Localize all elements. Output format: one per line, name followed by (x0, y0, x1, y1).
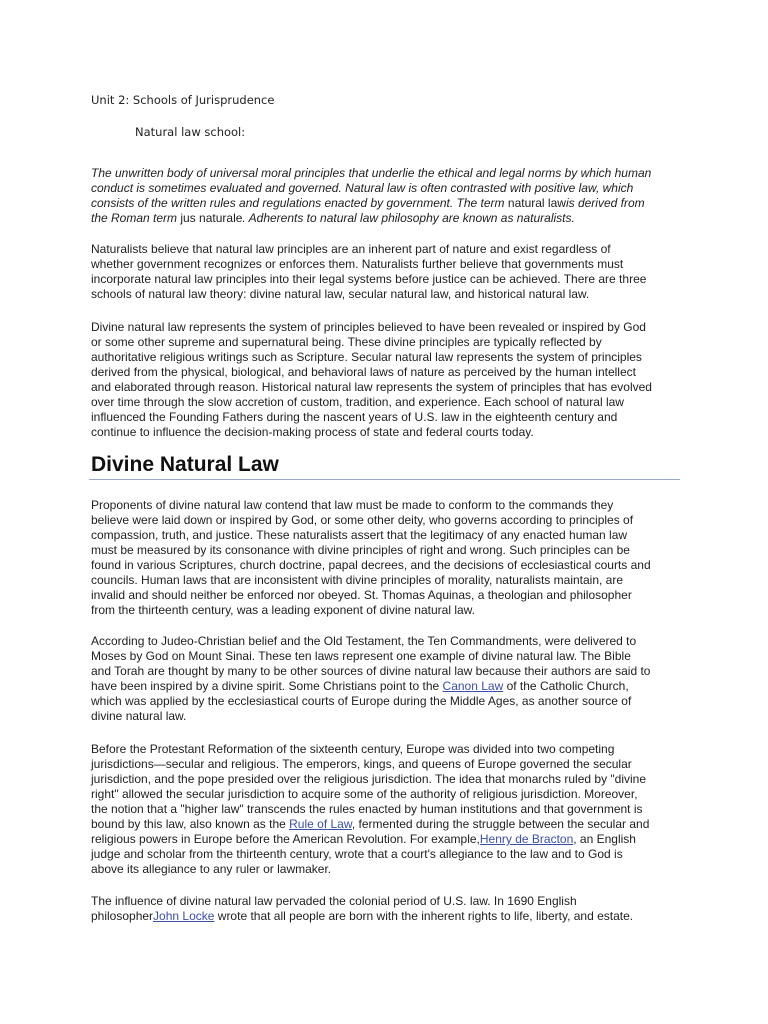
intro-line: consists of the written rules and regulations enacted by government. The term natural lawis derived from (91, 196, 645, 210)
naturalists-paragraph (91, 242, 691, 302)
rule-of-law-link[interactable]: Rule of Law (289, 817, 352, 831)
paragraph-line: authoritative religious writings such as Scripture. Secular natural law represents the system of principles (91, 350, 642, 364)
paragraph-line: jurisdiction, and the pope presided over the religious jurisdiction. The idea that monarchs ruled by "divine (91, 772, 647, 786)
paragraph-line: and Torah are thought by many to be other sources of divine natural law because their authors are said to (91, 664, 651, 678)
paragraph-line: judge and scholar from the thirteenth century, wrote that a court's allegiance to the law and to God is (91, 847, 623, 861)
paragraph-line: or some other supreme and supernatural being. These divine principles are typically reflected by (91, 335, 602, 349)
paragraph-line: The influence of divine natural law pervaded the colonial period of U.S. law. In 1690 English (91, 894, 577, 908)
paragraph-line: Before the Protestant Reformation of the sixteenth century, Europe was divided into two competing (91, 742, 615, 756)
paragraph-line: influenced the Founding Fathers during the nascent years of U.S. law in the eighteenth century and (91, 410, 618, 424)
paragraph-line: philosopherJohn Locke wrote that all people are born with the inherent rights to life, liberty, and estate. (91, 909, 634, 923)
paragraph-line: which was applied by the ecclesiastical courts of Europe during the Middle Ages, as another source of (91, 694, 632, 708)
reformation-paragraph (91, 742, 691, 877)
paragraph-line: bound by this law, also known as the Rule of Law, fermented during the struggle between the secular and (91, 817, 650, 831)
paragraph-line: continue to influence the decision-making process of state and federal courts today. (91, 425, 534, 439)
paragraph-line: and elaborated through reason. Historical natural law represents the system of principles that has evolved (91, 380, 652, 394)
paragraph-line: whether government recognizes or enforces them. Naturalists further believe that governments must (91, 257, 624, 271)
paragraph-line: have been inspired by a divine spirit. Some Christians point to the Canon Law of the Catholic Church, (91, 679, 629, 693)
schools-paragraph (91, 320, 691, 440)
intro-line: the Roman term jus naturale. Adherents to natural law philosophy are known as naturalists. (91, 211, 575, 225)
commandments-paragraph (91, 634, 691, 724)
paragraph-line: over time through the slow accretion of custom, tradition, and experience. Each school of natural law (91, 395, 624, 409)
paragraph-line: schools of natural law theory: divine natural law, secular natural law, and historical natural law. (91, 287, 590, 301)
intro-paragraph (91, 166, 691, 226)
paragraph-line: found in various Scriptures, church doctrine, papal decrees, and the decisions of ecclesiastical courts and (91, 558, 651, 572)
canon-law-link[interactable]: Canon Law (442, 679, 504, 693)
paragraph-line: jurisdictions—secular and religious. The emperors, kings, and queens of Europe governed the secular (91, 757, 632, 771)
paragraph-line: Moses by God on Mount Sinai. These ten laws represent one example of divine natural law. The Bible (91, 649, 631, 663)
paragraph-line: the notion that a "higher law" transcends the rules enacted by human institutions and that government is (91, 802, 643, 816)
paragraph-line: religious powers in Europe before the American Revolution. For example,Henry de Bracton, an English (91, 832, 636, 846)
paragraph-line: divine natural law. (91, 709, 187, 723)
paragraph-line: believe were laid down or inspired by God, or some other deity, who governs according to principles of (91, 513, 634, 527)
paragraph-line: derived from the physical, biological, and behavioral laws of nature as perceived by the human intellect (91, 365, 636, 379)
paragraph-line: compassion, truth, and justice. These naturalists assert that the legitimacy of any enacted human law (91, 528, 628, 542)
paragraph-line: Naturalists believe that natural law principles are an inherent part of nature and exist regardless of (91, 242, 611, 256)
unit-title: Unit 2: Schools of Jurisprudence (91, 93, 275, 107)
paragraph-line: Divine natural law represents the system of principles believed to have been revealed or inspired by God (91, 320, 646, 334)
heading-divider (89, 479, 680, 480)
intro-line: The unwritten body of universal moral principles that underlie the ethical and legal norms by which human (91, 166, 652, 180)
paragraph-line: invalid and should neither be enforced nor obeyed. St. Thomas Aquinas, a theologian and philosopher (91, 588, 632, 602)
colonial-paragraph (91, 894, 691, 924)
paragraph-line: above its allegiance to any ruler or lawmaker. (91, 862, 332, 876)
section-subtitle: Natural law school: (135, 125, 246, 139)
john-locke-link[interactable]: John Locke (153, 909, 215, 923)
paragraph-line: Proponents of divine natural law contend that law must be made to conform to the commands they (91, 498, 614, 512)
intro-line: conduct is sometimes evaluated and governed. Natural law is often contrasted with positive law, which (91, 181, 634, 195)
paragraph-line: from the thirteenth century, was a leading exponent of divine natural law. (91, 603, 476, 617)
section-heading: Divine Natural Law (91, 453, 279, 476)
paragraph-line: According to Judeo-Christian belief and the Old Testament, the Ten Commandments, were delivered to (91, 634, 637, 648)
paragraph-line: incorporate natural law principles into their legal systems before justice can be achieved. There are three (91, 272, 647, 286)
henry-de-bracton-link[interactable]: Henry de Bracton (479, 832, 574, 846)
paragraph-line: councils. Human laws that are inconsistent with divine principles of morality, naturalists maintain, are (91, 573, 624, 587)
divine-law-paragraph (91, 498, 691, 618)
paragraph-line: must be measured by its consonance with divine principles of right and wrong. Such principles can be (91, 543, 630, 557)
paragraph-line: right" allowed the secular jurisdiction to acquire some of the authority of religious jurisdiction. Moreover, (91, 787, 638, 801)
